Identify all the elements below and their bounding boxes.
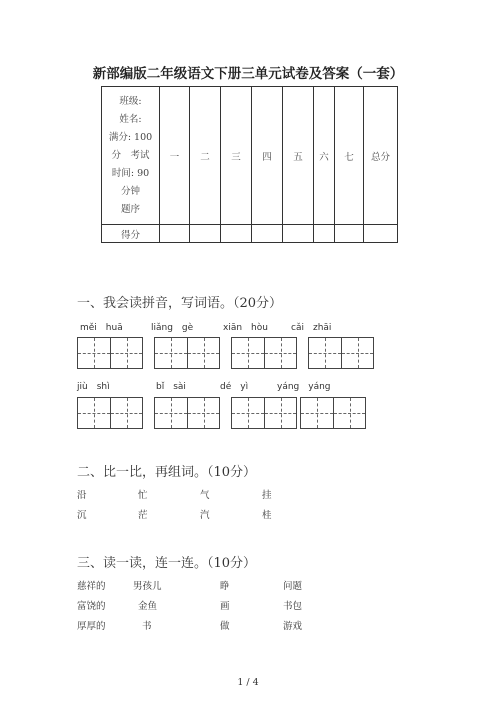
pinyin-label: jiù shì xyxy=(77,382,110,392)
column-header: 二 xyxy=(190,87,221,225)
column-header: 四 xyxy=(252,87,283,225)
match-word: 男孩儿 xyxy=(133,581,162,592)
column-header: 六 xyxy=(314,87,335,225)
match-word: 游戏 xyxy=(283,621,303,632)
column-header: 五 xyxy=(283,87,314,225)
info-line: 班级: xyxy=(119,95,142,107)
info-line: 题序 xyxy=(120,203,140,215)
score-cell[interactable] xyxy=(314,225,335,243)
writing-grid[interactable] xyxy=(300,397,366,429)
writing-grid[interactable] xyxy=(154,397,220,429)
writing-grid[interactable] xyxy=(231,337,297,369)
compare-character: 挂 xyxy=(262,490,272,501)
info-line: 姓名: xyxy=(119,113,142,125)
section-3-heading: 三、读一读，连一连。（10分） xyxy=(77,556,257,571)
pinyin-label: xiān hòu xyxy=(223,323,268,333)
score-cell[interactable] xyxy=(190,225,221,243)
compare-character: 汽 xyxy=(200,510,210,521)
compare-character: 茫 xyxy=(138,510,148,521)
column-header: 七 xyxy=(335,87,364,225)
match-word: 慈祥的 xyxy=(77,581,106,592)
section-1-heading: 一、我会读拼音，写词语。（20分） xyxy=(77,296,283,311)
writing-grid[interactable] xyxy=(308,337,374,369)
match-word: 睁 xyxy=(220,581,230,592)
writing-grid[interactable] xyxy=(77,397,143,429)
match-word: 金鱼 xyxy=(138,601,158,612)
match-word: 厚厚的 xyxy=(77,621,106,632)
match-word: 书 xyxy=(142,621,152,632)
score-cell[interactable] xyxy=(335,225,364,243)
match-word: 富饶的 xyxy=(77,601,106,612)
match-word: 画 xyxy=(220,601,230,612)
compare-character: 沉 xyxy=(77,510,87,521)
column-header: 一 xyxy=(160,87,190,225)
score-cell[interactable] xyxy=(283,225,314,243)
section-2-heading: 二、比一比，再组词。（10分） xyxy=(77,465,257,480)
writing-grid[interactable] xyxy=(231,397,297,429)
score-cell[interactable] xyxy=(364,225,398,243)
column-header: 三 xyxy=(221,87,252,225)
pinyin-label: bǐ sài xyxy=(156,382,186,392)
info-line: 满分: 100 xyxy=(108,131,153,143)
writing-grid[interactable] xyxy=(154,337,220,369)
info-line: 分 考试 xyxy=(111,149,150,161)
score-table xyxy=(101,86,398,243)
compare-character: 桂 xyxy=(262,510,272,521)
writing-grid[interactable] xyxy=(77,337,143,369)
compare-character: 气 xyxy=(200,490,210,501)
pinyin-label: cǎi zhāi xyxy=(291,323,332,333)
info-line: 时间: 90 xyxy=(111,167,150,179)
score-cell[interactable] xyxy=(160,225,190,243)
page-number: 1 / 4 xyxy=(237,677,259,688)
match-word: 做 xyxy=(220,621,230,632)
match-word: 问题 xyxy=(283,581,303,592)
match-word: 书包 xyxy=(283,601,303,612)
compare-character: 忙 xyxy=(138,490,148,501)
score-cell[interactable] xyxy=(221,225,252,243)
document-title: 新部编版二年级语文下册三单元试卷及答案（一套） xyxy=(92,66,404,82)
student-info-cell xyxy=(102,87,160,225)
pinyin-label: dé yì xyxy=(220,382,249,392)
pinyin-label: liǎng gè xyxy=(151,323,194,333)
score-cell[interactable] xyxy=(252,225,283,243)
score-row-label: 得分 xyxy=(102,225,160,243)
info-line: 分钟 xyxy=(120,185,140,197)
compare-character: 沿 xyxy=(77,490,87,501)
pinyin-label: yáng yáng xyxy=(277,382,331,392)
pinyin-label: měi huā xyxy=(80,323,123,333)
column-header-total: 总分 xyxy=(364,87,398,225)
